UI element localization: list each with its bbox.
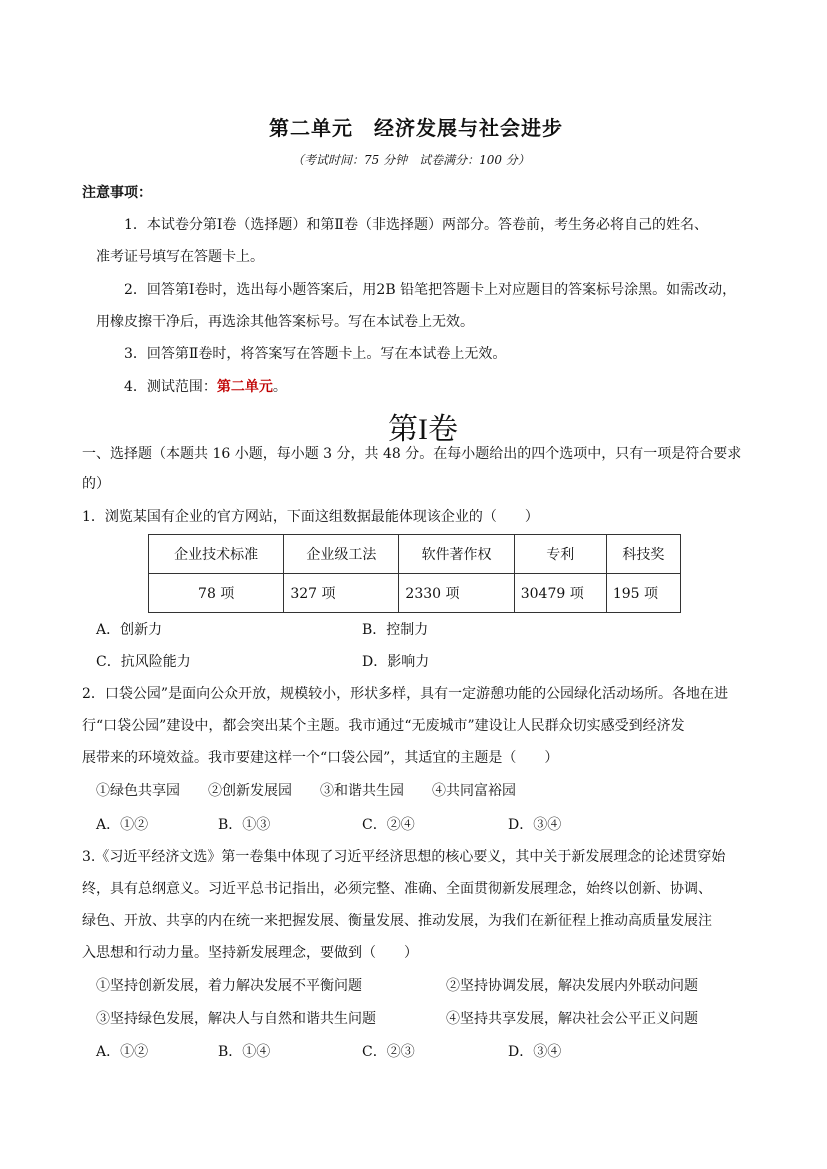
table-header-cell: 软件著作权 xyxy=(399,535,514,574)
table-cell: 78 项 xyxy=(149,574,284,613)
note-2-cont: 用橡皮擦干净后，再选涂其他答案标号。写在本试卷上无效。 xyxy=(96,314,474,330)
q2-choices: ①绿色共享园 ②创新发展园 ③和谐共生园 ④共同富裕园 xyxy=(96,783,516,799)
q2-option-c: C．②④ xyxy=(362,817,415,833)
q3-option-b: B．①④ xyxy=(218,1044,271,1060)
q2-stem-line-3: 展带来的环境效益。我市要建这样一个“口袋公园”，其适宜的主题是（ ） xyxy=(82,750,559,766)
table-header-cell: 企业技术标准 xyxy=(149,535,284,574)
q3-option-c: C．②③ xyxy=(362,1044,415,1060)
q3-choice-1: ①坚持创新发展，着力解决发展不平衡问题 xyxy=(96,978,362,994)
note-2: 2．回答第Ⅰ卷时，选出每小题答案后，用2B 铅笔把答题卡上对应题目的答案标号涂黑。如需改动， xyxy=(124,282,737,298)
note-3: 3．回答第Ⅱ卷时，将答案写在答题卡上。写在本试卷上无效。 xyxy=(124,346,507,362)
q3-choice-4: ④坚持共享发展，解决社会公平正义问题 xyxy=(446,1011,698,1027)
q2-option-d: D．③④ xyxy=(508,817,562,833)
page-title: 第二单元 经济发展与社会进步 xyxy=(269,116,563,140)
q1-option-a: A．创新力 xyxy=(96,622,163,638)
q2-option-b: B．①③ xyxy=(218,817,271,833)
q2-stem-line-2: 行“口袋公园”建设中，都会突出某个主题。我市通过“无废城市”建设让人民群众切实感受到经济发 xyxy=(82,718,685,734)
table-row xyxy=(149,574,681,613)
table-header-cell: 企业级工法 xyxy=(284,535,399,574)
q2-stem-line-1: 2．口袋公园”是面向公众开放，规模较小，形状多样，具有一定游憩功能的公园绿化活动场所。各地在进 xyxy=(82,686,729,702)
q3-stem-line-4: 入思想和行动力量。坚持新发展理念，要做到（ ） xyxy=(82,945,418,961)
table-header-cell: 科技奖 xyxy=(606,535,680,574)
q3-choice-2: ②坚持协调发展，解决发展内外联动问题 xyxy=(446,978,698,994)
q1-data-table xyxy=(148,534,681,613)
note-4-prefix: 4．测试范围： xyxy=(124,379,217,395)
q3-stem-line-3: 绿色、开放、共享的内在统一来把握发展、衡量发展、推动发展，为我们在新征程上推动高质量发展注 xyxy=(82,913,712,929)
exam-info: （考试时间：75 分钟 试卷满分：100 分） xyxy=(292,153,530,167)
notes-heading: 注意事项： xyxy=(82,185,152,201)
note-4 xyxy=(124,377,287,397)
q3-stem-line-2: 终，具有总纲意义。习近平总书记指出，必须完整、准确、全面贯彻新发展理念，始终以创新、协调、 xyxy=(82,881,712,897)
q1-option-d: D．影响力 xyxy=(362,654,430,670)
test-scope: 第二单元 xyxy=(216,379,273,395)
section-heading-cont: 的） xyxy=(82,476,110,492)
table-cell: 30479 项 xyxy=(514,574,606,613)
q3-stem-line-1: 3.《习近平经济文选》第一卷集中体现了习近平经济思想的核心要义，其中关于新发展理念的论述贯穿始 xyxy=(82,849,726,865)
q3-option-d: D．③④ xyxy=(508,1044,562,1060)
table-cell: 2330 项 xyxy=(399,574,514,613)
q2-option-a: A．①② xyxy=(96,817,149,833)
q1-option-c: C．抗风险能力 xyxy=(96,654,191,670)
table-cell: 195 项 xyxy=(606,574,680,613)
note-1-cont: 准考证号填写在答题卡上。 xyxy=(96,249,264,265)
table-cell: 327 项 xyxy=(284,574,399,613)
q3-option-a: A．①② xyxy=(96,1044,149,1060)
table-header-cell: 专利 xyxy=(514,535,606,574)
note-1: 1．本试卷分第Ⅰ卷（选择题）和第Ⅱ卷（非选择题）两部分。答卷前，考生务必将自己的姓名、 xyxy=(124,217,708,233)
q1-stem: 1．浏览某国有企业的官方网站，下面这组数据最能体现该企业的（ ） xyxy=(82,509,539,525)
q1-option-b: B．控制力 xyxy=(362,622,429,638)
note-4-suffix: 。 xyxy=(272,379,287,395)
q3-choice-3: ③坚持绿色发展，解决人与自然和谐共生问题 xyxy=(96,1011,376,1027)
table-header-row xyxy=(149,535,681,574)
volume-heading: 第I卷 xyxy=(388,413,458,446)
section-heading: 一、选择题（本题共 16 小题，每小题 3 分，共 48 分。在每小题给出的四个选项中，只有一项是符合要求 xyxy=(82,446,742,462)
